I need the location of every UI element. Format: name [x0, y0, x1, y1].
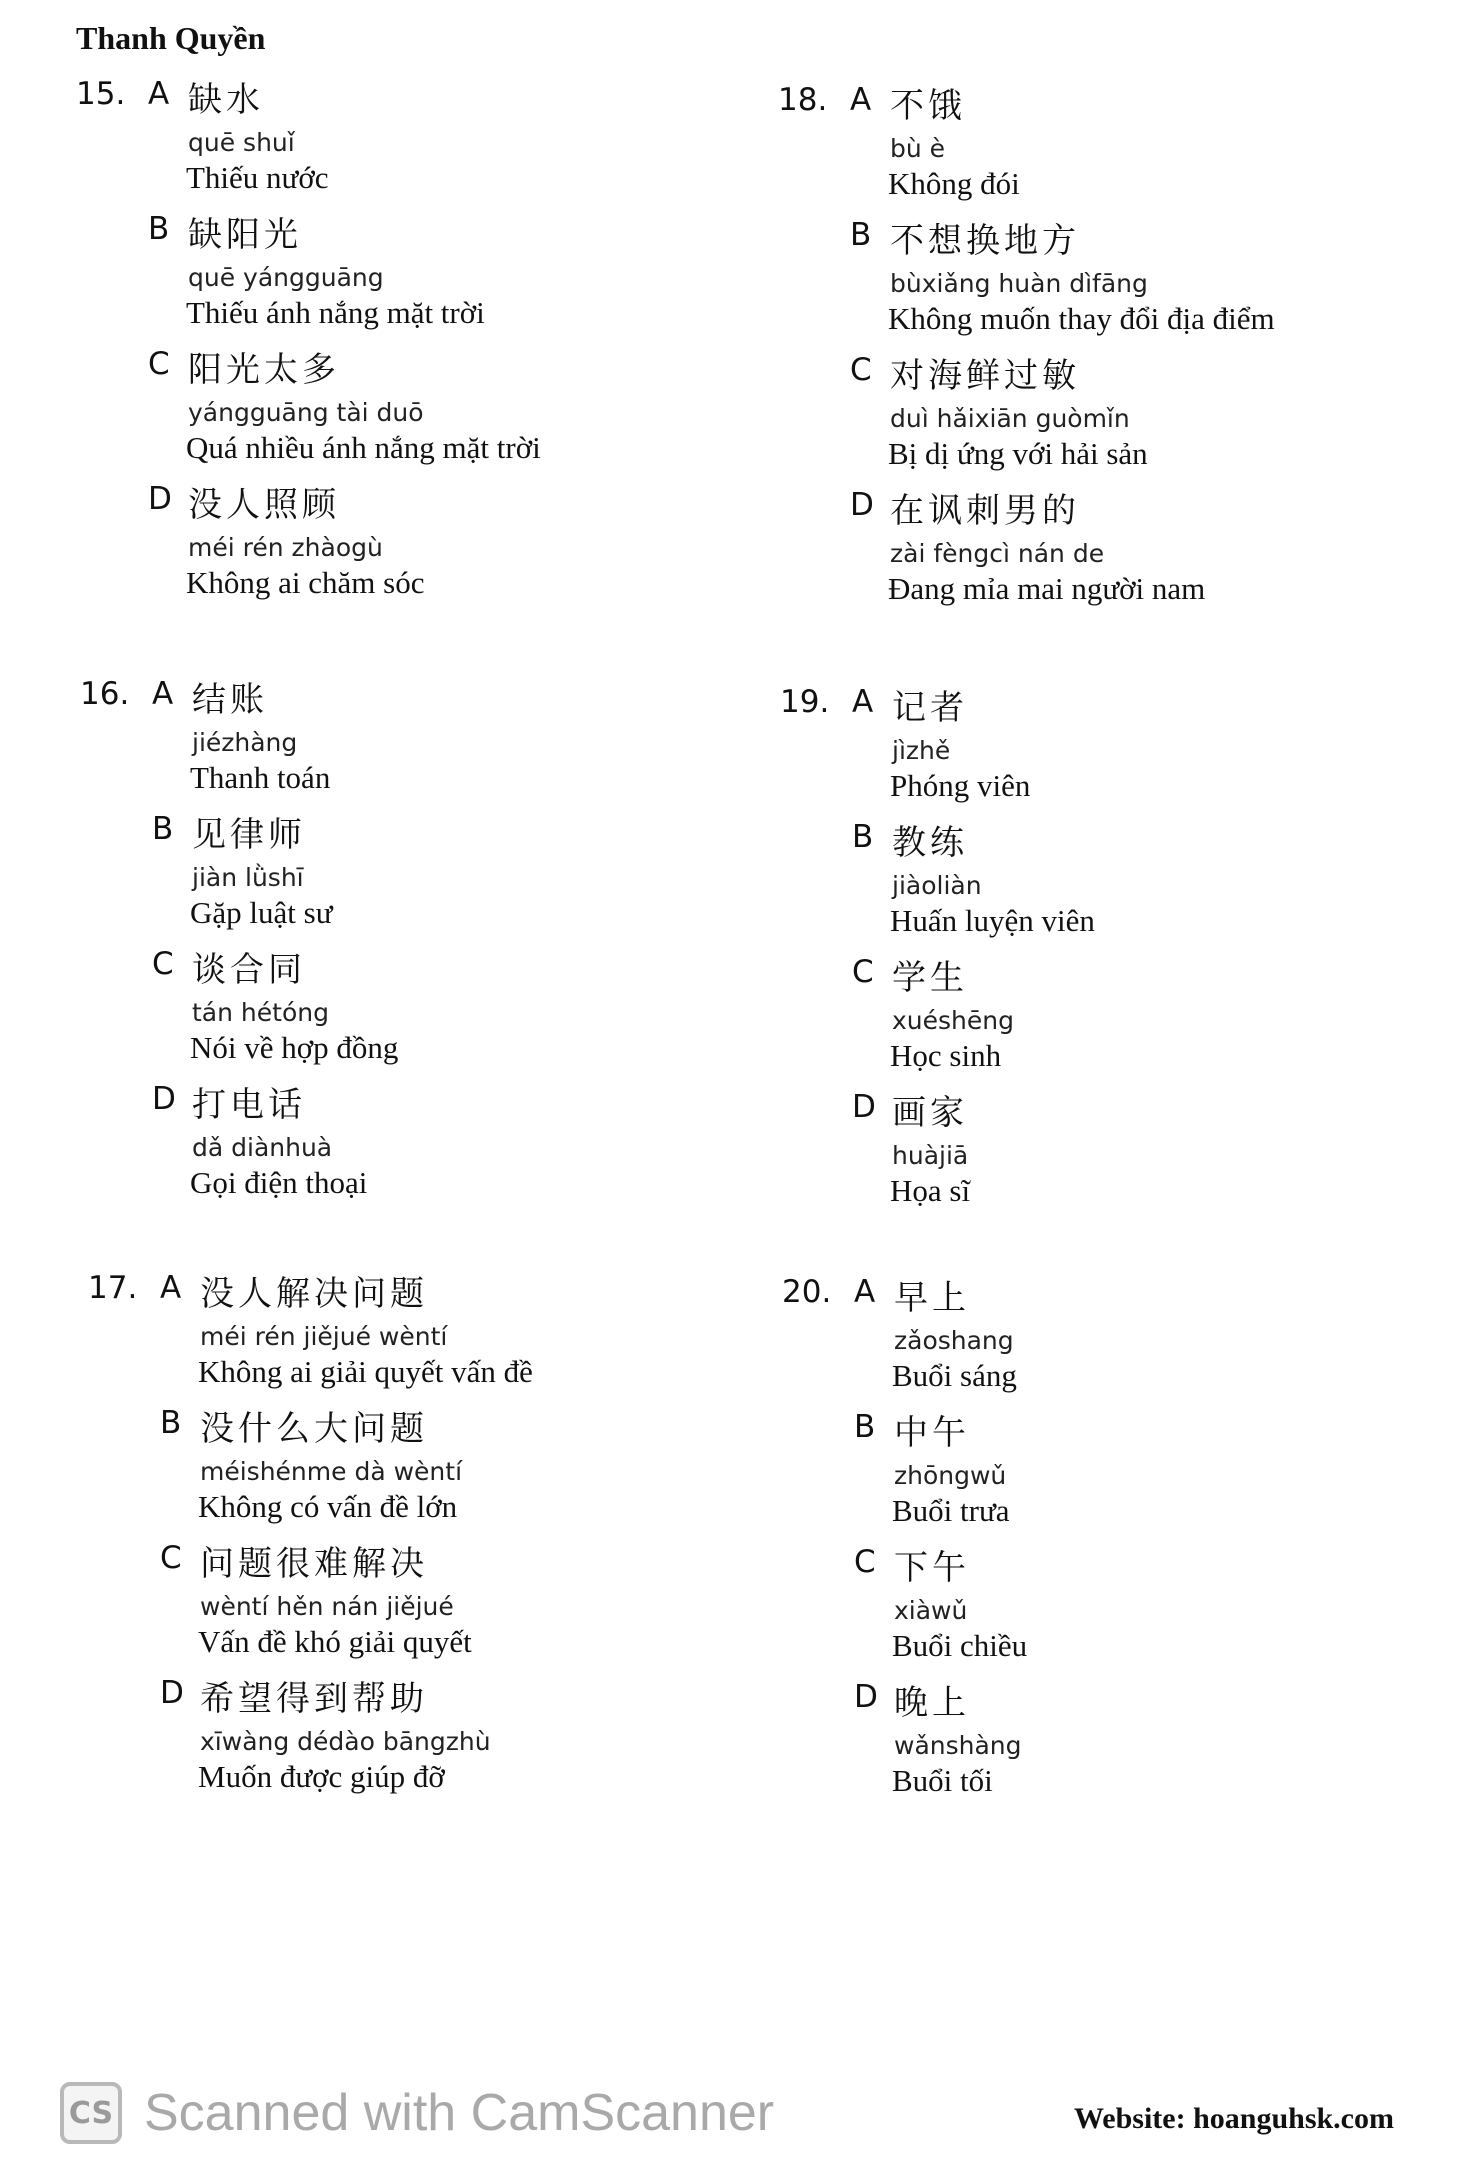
option-18-d	[778, 487, 1418, 622]
option-pinyin: jiézhàng	[192, 728, 298, 757]
option-17-a	[88, 1270, 728, 1405]
option-meaning: Gọi điện thoại	[190, 1165, 368, 1200]
option-letter: C	[160, 1540, 182, 1576]
option-meaning: Quá nhiều ánh nắng mặt trời	[186, 430, 541, 465]
option-hanzi: 见律师	[192, 815, 306, 855]
option-20-c	[782, 1544, 1422, 1679]
option-hanzi: 教练	[892, 823, 968, 863]
option-pinyin: yángguāng tài duō	[188, 398, 424, 427]
question-number: 16.	[80, 676, 130, 712]
option-letter: D	[148, 481, 172, 517]
option-meaning: Bị dị ứng với hải sản	[888, 436, 1148, 471]
question-number: 15.	[76, 76, 126, 112]
option-pinyin: zài fèngcì nán de	[890, 539, 1105, 568]
option-20-d	[782, 1679, 1422, 1814]
question-18	[778, 82, 1418, 622]
option-19-a	[780, 684, 1420, 819]
option-hanzi: 结账	[192, 680, 268, 720]
option-letter: C	[852, 954, 874, 990]
option-15-b	[76, 211, 716, 346]
page-header-title: Thanh Quyền	[76, 20, 266, 56]
option-hanzi: 打电话	[192, 1085, 306, 1125]
option-letter: A	[160, 1270, 182, 1306]
option-letter: B	[852, 819, 874, 855]
option-pinyin: quē yángguāng	[188, 263, 384, 292]
option-hanzi: 谈合同	[192, 950, 306, 990]
question-20	[782, 1274, 1422, 1814]
option-meaning: Thiếu ánh nắng mặt trời	[186, 295, 485, 330]
option-20-a	[782, 1274, 1422, 1409]
question-number: 17.	[88, 1270, 138, 1306]
option-19-b	[780, 819, 1420, 954]
option-pinyin: xīwàng dédào bāngzhù	[200, 1727, 491, 1756]
option-hanzi: 不饿	[890, 86, 966, 126]
option-meaning: Nói về hợp đồng	[190, 1030, 399, 1065]
option-pinyin: xuéshēng	[892, 1006, 1014, 1035]
option-hanzi: 下午	[894, 1548, 970, 1588]
camscanner-text: Scanned with CamScanner	[144, 2084, 775, 2142]
option-letter: C	[850, 352, 872, 388]
option-16-b	[80, 811, 720, 946]
option-15-d	[76, 481, 716, 616]
option-pinyin: bù è	[890, 134, 946, 163]
option-hanzi: 阳光太多	[188, 350, 340, 390]
option-hanzi: 对海鲜过敏	[890, 356, 1080, 396]
option-17-d	[88, 1675, 728, 1810]
option-hanzi: 没人解决问题	[200, 1274, 428, 1314]
option-pinyin: méi rén zhàogù	[188, 533, 383, 562]
option-hanzi: 晚上	[894, 1683, 970, 1723]
option-meaning: Vấn đề khó giải quyết	[198, 1624, 472, 1659]
option-17-b	[88, 1405, 728, 1540]
option-meaning: Không ai giải quyết vấn đề	[198, 1354, 533, 1389]
option-meaning: Buổi sáng	[892, 1358, 1017, 1393]
option-letter: A	[148, 76, 170, 112]
option-hanzi: 在讽刺男的	[890, 491, 1080, 531]
option-hanzi: 不想换地方	[890, 221, 1080, 261]
option-meaning: Thiếu nước	[186, 160, 329, 195]
option-pinyin: xiàwǔ	[894, 1596, 968, 1625]
option-meaning: Không có vấn đề lớn	[198, 1489, 458, 1524]
option-hanzi: 问题很难解决	[200, 1544, 428, 1584]
question-17	[88, 1270, 728, 1810]
option-letter: C	[854, 1544, 876, 1580]
question-16	[80, 676, 720, 1216]
option-meaning: Huấn luyện viên	[890, 903, 1095, 938]
option-18-a	[778, 82, 1418, 217]
option-pinyin: zhōngwǔ	[894, 1461, 1007, 1490]
option-letter: D	[160, 1675, 184, 1711]
option-letter: A	[854, 1274, 876, 1310]
option-hanzi: 缺水	[188, 80, 264, 120]
option-meaning: Thanh toán	[190, 760, 331, 795]
option-19-c	[780, 954, 1420, 1089]
option-letter: D	[854, 1679, 878, 1715]
option-hanzi: 缺阳光	[188, 215, 302, 255]
option-pinyin: bùxiǎng huàn dìfāng	[890, 269, 1148, 298]
option-20-b	[782, 1409, 1422, 1544]
option-pinyin: jiàn lǜshī	[192, 863, 304, 892]
question-number: 20.	[782, 1274, 832, 1310]
option-15-a	[76, 76, 716, 211]
option-meaning: Phóng viên	[890, 768, 1031, 803]
option-pinyin: duì hǎixiān guòmǐn	[890, 404, 1130, 433]
question-number: 19.	[780, 684, 830, 720]
option-letter: B	[152, 811, 174, 847]
option-pinyin: tán hétóng	[192, 998, 329, 1027]
option-meaning: Không đói	[888, 166, 1020, 201]
option-pinyin: zǎoshang	[894, 1326, 1014, 1355]
option-17-c	[88, 1540, 728, 1675]
camscanner-logo-icon: CS	[60, 2082, 122, 2144]
option-hanzi: 记者	[892, 688, 968, 728]
option-letter: D	[852, 1089, 876, 1125]
option-letter: B	[854, 1409, 876, 1445]
option-meaning: Muốn được giúp đỡ	[198, 1759, 445, 1794]
option-meaning: Gặp luật sư	[190, 895, 333, 930]
option-16-a	[80, 676, 720, 811]
option-pinyin: huàjiā	[892, 1141, 969, 1170]
option-16-c	[80, 946, 720, 1081]
option-meaning: Họa sĩ	[890, 1173, 971, 1208]
option-letter: A	[850, 82, 872, 118]
option-hanzi: 早上	[894, 1278, 970, 1318]
option-letter: C	[148, 346, 170, 382]
option-pinyin: wǎnshàng	[894, 1731, 1022, 1760]
website-footer: Website: hoanguhsk.com	[1073, 2102, 1394, 2135]
option-16-d	[80, 1081, 720, 1216]
option-18-b	[778, 217, 1418, 352]
option-hanzi: 没什么大问题	[200, 1409, 428, 1449]
option-meaning: Buổi chiều	[892, 1628, 1028, 1663]
option-letter: D	[850, 487, 874, 523]
option-pinyin: quē shuǐ	[188, 128, 295, 157]
option-letter: B	[148, 211, 170, 247]
option-pinyin: dǎ diànhuà	[192, 1133, 333, 1162]
option-meaning: Buổi tối	[892, 1763, 993, 1798]
option-meaning: Buổi trưa	[892, 1493, 1010, 1528]
option-pinyin: jiàoliàn	[892, 871, 982, 900]
option-letter: A	[852, 684, 874, 720]
option-letter: B	[850, 217, 872, 253]
option-hanzi: 画家	[892, 1093, 968, 1133]
question-number: 18.	[778, 82, 828, 118]
option-letter: C	[152, 946, 174, 982]
option-hanzi: 学生	[892, 958, 968, 998]
option-19-d	[780, 1089, 1420, 1224]
option-pinyin: méishénme dà wèntí	[200, 1457, 463, 1486]
option-pinyin: jìzhě	[892, 736, 951, 765]
option-hanzi: 中午	[894, 1413, 970, 1453]
option-meaning: Không muốn thay đổi địa điểm	[888, 301, 1275, 336]
option-meaning: Không ai chăm sóc	[186, 565, 425, 600]
option-letter: B	[160, 1405, 182, 1441]
option-hanzi: 希望得到帮助	[200, 1679, 428, 1719]
option-letter: A	[152, 676, 174, 712]
option-pinyin: méi rén jiějué wèntí	[200, 1322, 448, 1351]
question-15	[76, 76, 716, 616]
camscanner-watermark	[60, 2082, 774, 2144]
question-19	[780, 684, 1420, 1224]
option-15-c	[76, 346, 716, 481]
option-18-c	[778, 352, 1418, 487]
option-meaning: Học sinh	[890, 1038, 1002, 1073]
option-pinyin: wèntí hěn nán jiějué	[200, 1592, 454, 1621]
option-meaning: Đang mỉa mai người nam	[888, 571, 1206, 606]
option-letter: D	[152, 1081, 176, 1117]
option-hanzi: 没人照顾	[188, 485, 340, 525]
